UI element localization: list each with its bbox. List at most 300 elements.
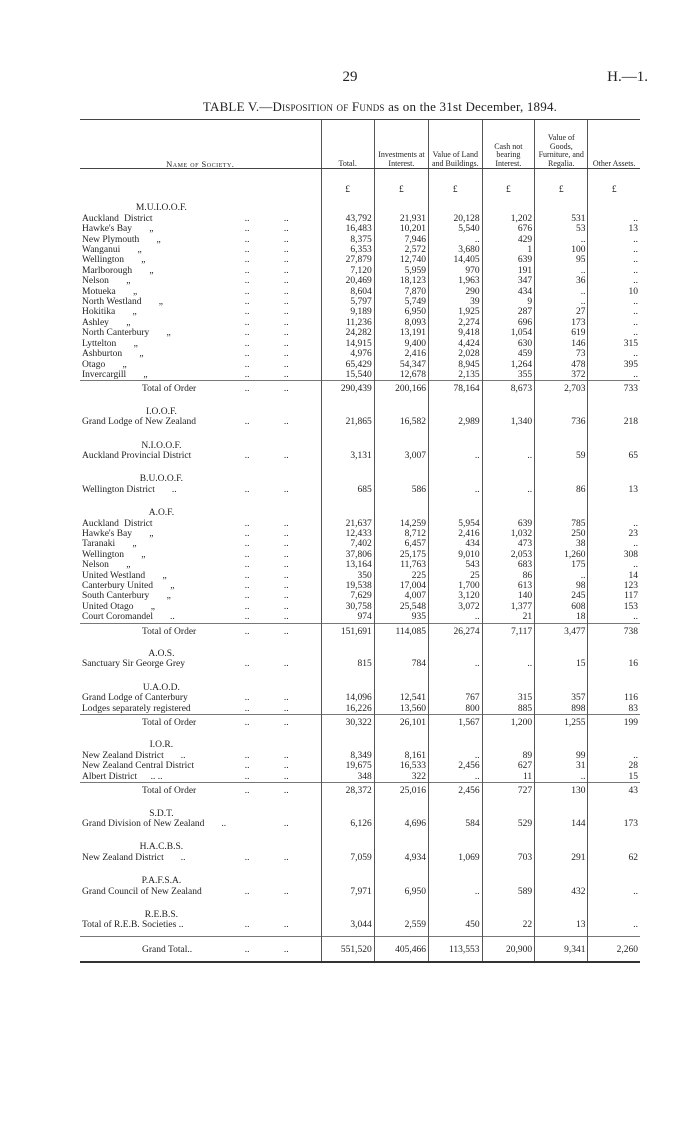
empty-cell <box>243 195 282 213</box>
empty-cell <box>374 399 428 417</box>
leader-dots: .. <box>282 623 321 641</box>
header-other: Other Assets. <box>588 120 640 169</box>
value-total: 24,282 <box>321 328 374 338</box>
value-investments: 4,696 <box>374 819 428 829</box>
leader-dots: .. <box>244 852 250 863</box>
value-investments: 12,740 <box>374 255 428 265</box>
value-land: 1,963 <box>429 276 483 286</box>
leader-dots: .. <box>283 591 289 602</box>
empty-cell <box>321 868 374 886</box>
value-investments: 7,870 <box>374 287 428 297</box>
leader-dots: .. <box>244 276 250 287</box>
empty-cell <box>429 801 483 819</box>
value-other: 28 <box>588 761 640 771</box>
empty-cell <box>374 500 428 518</box>
society-row-label: New Zealand District <box>82 852 164 863</box>
value-investments: 13,191 <box>374 328 428 338</box>
empty-cell <box>321 641 374 659</box>
value-investments: 54,347 <box>374 360 428 370</box>
value-total: 65,429 <box>321 360 374 370</box>
value-total: 19,538 <box>321 581 374 591</box>
society-row <box>80 539 640 549</box>
leader-dots: .. <box>243 623 282 641</box>
leader-dots: .. <box>283 549 289 560</box>
value-cash: 429 <box>482 235 535 245</box>
value-other: .. <box>588 539 640 549</box>
value-land: 2,274 <box>429 318 483 328</box>
value-total: 14,915 <box>321 339 374 349</box>
value-cash: 2,053 <box>482 550 535 560</box>
empty-cell <box>588 902 640 920</box>
value-total: 974 <box>321 612 374 623</box>
value-total: 20,469 <box>321 276 374 286</box>
value-other: 117 <box>588 591 640 601</box>
leader-dots: .. <box>244 417 250 428</box>
value-land: .. <box>429 772 483 783</box>
empty-cell <box>482 641 535 659</box>
order-heading: B.U.O.O.F. <box>139 474 184 485</box>
order-total-row <box>80 623 640 641</box>
value-goods: 1,255 <box>535 715 588 733</box>
leader-dots: .. <box>283 920 289 931</box>
value-other: 395 <box>588 360 640 370</box>
value-investments: 8,093 <box>374 318 428 328</box>
society-row <box>80 266 640 276</box>
value-total: 3,044 <box>321 920 374 930</box>
value-investments: 25,016 <box>374 783 428 801</box>
leader-dots: .. <box>244 560 250 571</box>
empty-cell <box>482 902 535 920</box>
grand-total-row <box>80 936 640 962</box>
empty-cell <box>588 732 640 750</box>
value-land: 290 <box>429 287 483 297</box>
leader-dots: .. <box>244 703 250 714</box>
society-row-name <box>80 693 243 703</box>
value-goods: .. <box>535 772 588 783</box>
value-cash: 473 <box>482 539 535 549</box>
order-total-row-name <box>80 381 243 399</box>
leader-dots: .. <box>244 213 250 224</box>
ditto-mark: „ <box>132 539 137 550</box>
empty-cell <box>374 466 428 484</box>
value-total: 21,637 <box>321 519 374 529</box>
society-row <box>80 224 640 234</box>
value-land: 9,010 <box>429 550 483 560</box>
society-row <box>80 571 640 581</box>
value-other: .. <box>588 307 640 317</box>
value-land: 3,120 <box>429 591 483 601</box>
empty-cell <box>482 868 535 886</box>
value-other: .. <box>588 214 640 224</box>
value-other: 123 <box>588 581 640 591</box>
empty-cell <box>321 399 374 417</box>
society-row <box>80 659 640 669</box>
value-cash: 676 <box>482 224 535 234</box>
grand-total-row-label: Grand Total.. <box>142 944 193 955</box>
society-row <box>80 287 640 297</box>
value-cash: 1,032 <box>482 529 535 539</box>
leader-dots: .. <box>244 349 250 360</box>
value-total: 28,372 <box>321 783 374 801</box>
value-other: .. <box>588 255 640 265</box>
value-cash: 86 <box>482 571 535 581</box>
ditto-mark: „ <box>166 328 171 339</box>
society-row-label: Grand Division of New Zealand <box>82 818 205 829</box>
leader-dots: .. <box>283 581 289 591</box>
empty-cell <box>588 801 640 819</box>
society-row <box>80 214 640 224</box>
ditto-mark: „ <box>122 359 127 370</box>
society-row-name <box>80 751 243 761</box>
leader-dots: .. <box>244 771 250 782</box>
value-other: 218 <box>588 417 640 427</box>
header-land: Value of Land and Buildings. <box>429 120 483 169</box>
value-total: 37,806 <box>321 550 374 560</box>
empty-cell <box>321 433 374 451</box>
value-other: 14 <box>588 571 640 581</box>
order-total-row <box>80 715 640 733</box>
leader-dots: .. <box>243 936 282 962</box>
society-row <box>80 591 640 601</box>
value-total: 12,433 <box>321 529 374 539</box>
value-total: 5,797 <box>321 297 374 307</box>
society-row-name <box>80 297 243 307</box>
value-goods: 2,703 <box>535 381 588 399</box>
society-row <box>80 819 640 829</box>
society-row <box>80 581 640 591</box>
header-investments: Investments at Interest. <box>374 120 428 169</box>
empty-cell <box>535 801 588 819</box>
society-row-name <box>80 920 243 930</box>
value-land: 14,405 <box>429 255 483 265</box>
ditto-mark: „ <box>137 245 142 256</box>
value-cash: 613 <box>482 581 535 591</box>
leader-dots: .. <box>244 307 250 318</box>
empty-cell <box>243 641 282 659</box>
leader-dots: .. <box>282 381 321 399</box>
value-other: 315 <box>588 339 640 349</box>
value-land: 5,954 <box>429 519 483 529</box>
ditto-mark: „ <box>143 369 148 380</box>
order-heading-row <box>80 801 640 819</box>
society-row-label: Nelson <box>82 276 109 287</box>
value-total: 30,322 <box>321 715 374 733</box>
value-investments: 7,946 <box>374 235 428 245</box>
empty-cell <box>482 466 535 484</box>
header-name: Name of Society. <box>80 120 321 169</box>
value-total: 8,604 <box>321 287 374 297</box>
value-total: 7,059 <box>321 853 374 863</box>
title-prefix: TABLE V.— <box>202 99 273 114</box>
value-goods: 146 <box>535 339 588 349</box>
empty-cell <box>321 801 374 819</box>
leader-dots: .. <box>283 560 289 571</box>
value-land: 3,680 <box>429 245 483 255</box>
society-row <box>80 360 640 370</box>
value-investments: 2,416 <box>374 349 428 359</box>
value-land: .. <box>429 887 483 897</box>
currency-symbol: £ <box>429 169 483 196</box>
value-land: .. <box>429 451 483 461</box>
value-goods: 100 <box>535 245 588 255</box>
value-investments: 6,950 <box>374 887 428 897</box>
value-land: 434 <box>429 539 483 549</box>
leader-dots: .. <box>283 601 289 612</box>
value-goods: 245 <box>535 591 588 601</box>
empty-cell <box>374 834 428 852</box>
title-smallcaps: Disposition of Funds <box>272 99 385 114</box>
ditto-mark: „ <box>133 338 138 349</box>
empty-cell <box>482 732 535 750</box>
society-row-name <box>80 761 243 771</box>
society-row <box>80 529 640 539</box>
value-investments: 6,457 <box>374 539 428 549</box>
society-row <box>80 887 640 897</box>
value-goods: 619 <box>535 328 588 338</box>
value-investments: 4,007 <box>374 591 428 601</box>
value-total: 7,629 <box>321 591 374 601</box>
order-heading: A.O.S. <box>148 649 175 660</box>
ditto-mark: „ <box>141 255 146 266</box>
empty-cell <box>374 195 428 213</box>
value-other: 13 <box>588 485 640 495</box>
society-row-name <box>80 591 243 601</box>
leader-dots: .. <box>244 224 250 235</box>
currency-symbol: £ <box>321 169 374 196</box>
leader-dots: .. <box>282 936 321 962</box>
order-heading-row <box>80 399 640 417</box>
society-row-label: United Westland <box>82 570 146 581</box>
order-heading-row <box>80 195 640 213</box>
value-land: 1,700 <box>429 581 483 591</box>
leader-dots: .. <box>243 715 282 733</box>
value-total: 13,164 <box>321 560 374 570</box>
empty-cell <box>282 902 321 920</box>
leader-dots: .. <box>283 307 289 318</box>
empty-cell <box>482 433 535 451</box>
value-investments: 2,572 <box>374 245 428 255</box>
value-goods: .. <box>535 287 588 297</box>
value-other: .. <box>588 276 640 286</box>
empty-cell <box>282 433 321 451</box>
empty-cell <box>374 641 428 659</box>
value-investments: 935 <box>374 612 428 623</box>
value-total: 19,675 <box>321 761 374 771</box>
header-cash: Cash not bearing Interest. <box>482 120 535 169</box>
society-row-name <box>80 266 243 276</box>
value-goods: 18 <box>535 612 588 623</box>
value-goods: 53 <box>535 224 588 234</box>
empty-cell <box>588 641 640 659</box>
society-row-name <box>80 529 243 539</box>
value-land: 2,456 <box>429 761 483 771</box>
society-row <box>80 485 640 495</box>
empty-cell <box>243 801 282 819</box>
society-row-name <box>80 214 243 224</box>
empty-cell <box>535 902 588 920</box>
ditto-mark: „ <box>149 528 154 539</box>
empty-cell <box>374 902 428 920</box>
value-investments: 405,466 <box>374 936 428 962</box>
value-land: 543 <box>429 560 483 570</box>
value-cash: 683 <box>482 560 535 570</box>
society-row-label: Taranaki <box>82 539 116 550</box>
value-goods: 86 <box>535 485 588 495</box>
value-goods: 38 <box>535 539 588 549</box>
society-row-label: Wanganui <box>82 245 121 256</box>
order-total-row-label: Total of Order <box>142 786 197 797</box>
value-goods: 3,477 <box>535 623 588 641</box>
empty-cell <box>588 675 640 693</box>
leader-dots: .. <box>283 265 289 276</box>
leader-dots: .. <box>283 703 289 714</box>
society-row-name <box>80 560 243 570</box>
empty-cell <box>282 868 321 886</box>
value-goods: 59 <box>535 451 588 461</box>
value-goods: 15 <box>535 659 588 669</box>
leader-dots: .. <box>244 484 250 495</box>
empty-cell <box>429 868 483 886</box>
header-goods: Value of Goods, Furniture, and Regalia. <box>535 120 588 169</box>
value-total: 6,353 <box>321 245 374 255</box>
society-row <box>80 612 640 623</box>
value-goods: 95 <box>535 255 588 265</box>
order-total-row-name <box>80 783 243 801</box>
order-total-row <box>80 381 640 399</box>
value-goods: 175 <box>535 560 588 570</box>
value-total: 7,120 <box>321 266 374 276</box>
value-cash: 885 <box>482 704 535 715</box>
value-other: 738 <box>588 623 640 641</box>
grand-total-row-name <box>80 936 243 962</box>
society-row-name <box>80 339 243 349</box>
empty-cell <box>321 195 374 213</box>
value-land: .. <box>429 612 483 623</box>
society-row-label: Lodges separately registered <box>82 703 191 714</box>
value-investments: 21,931 <box>374 214 428 224</box>
society-row <box>80 550 640 560</box>
empty-cell <box>482 195 535 213</box>
society-row-label: Grand Lodge of New Zealand <box>82 417 196 428</box>
value-cash: 627 <box>482 761 535 771</box>
leader-dots: .. <box>283 297 289 308</box>
empty-cell <box>429 834 483 852</box>
society-row-label: Grand Council of New Zealand <box>82 886 202 897</box>
value-other: 10 <box>588 287 640 297</box>
value-investments: 26,101 <box>374 715 428 733</box>
leader-dots: .. <box>283 659 289 670</box>
value-investments: 16,533 <box>374 761 428 771</box>
empty-cell <box>429 641 483 659</box>
empty-cell <box>482 801 535 819</box>
society-row-label: Ashburton <box>82 349 123 360</box>
value-total: 30,758 <box>321 602 374 612</box>
value-investments: 11,763 <box>374 560 428 570</box>
value-goods: 372 <box>535 370 588 381</box>
society-row <box>80 772 640 783</box>
society-row-label: North Canterbury <box>82 328 150 339</box>
leader-dots: .. <box>283 255 289 266</box>
value-other: 83 <box>588 704 640 715</box>
ditto-mark: District <box>124 518 153 529</box>
empty-cell <box>282 732 321 750</box>
society-row <box>80 417 640 427</box>
society-row-name <box>80 772 243 783</box>
ditto-mark: „ <box>170 581 175 591</box>
society-row <box>80 370 640 381</box>
value-land: 2,989 <box>429 417 483 427</box>
value-investments: 9,400 <box>374 339 428 349</box>
empty-cell <box>243 732 282 750</box>
value-cash: .. <box>482 451 535 461</box>
empty-cell <box>374 868 428 886</box>
society-row-name <box>80 581 243 591</box>
value-cash: 1,377 <box>482 602 535 612</box>
value-investments: 17,004 <box>374 581 428 591</box>
value-cash: .. <box>482 485 535 495</box>
empty-cell <box>588 399 640 417</box>
value-goods: .. <box>535 297 588 307</box>
order-heading-row <box>80 466 640 484</box>
society-row-name <box>80 602 243 612</box>
value-other: 43 <box>588 783 640 801</box>
empty-cell <box>321 834 374 852</box>
ditto-mark: District <box>124 213 153 224</box>
leader-dots: .. <box>244 518 250 529</box>
empty-cell <box>282 399 321 417</box>
leader-dots: .. <box>244 601 250 612</box>
leader-dots: .. <box>283 852 289 863</box>
value-goods: .. <box>535 235 588 245</box>
value-land: 113,553 <box>429 936 483 962</box>
society-row-name <box>80 539 243 549</box>
value-investments: 10,201 <box>374 224 428 234</box>
value-cash: 434 <box>482 287 535 297</box>
value-investments: 16,582 <box>374 417 428 427</box>
value-land: 26,274 <box>429 623 483 641</box>
value-goods: 1,260 <box>535 550 588 560</box>
value-investments: 25,548 <box>374 602 428 612</box>
empty-cell <box>321 500 374 518</box>
value-goods: 357 <box>535 693 588 703</box>
empty-cell <box>429 675 483 693</box>
society-row-name <box>80 224 243 234</box>
leader-dots: .. <box>244 265 250 276</box>
value-other: 173 <box>588 819 640 829</box>
value-goods: 531 <box>535 214 588 224</box>
empty-cell <box>535 466 588 484</box>
society-row-name <box>80 887 243 897</box>
funds-table <box>80 119 640 963</box>
society-row-name <box>80 571 243 581</box>
leader-dots: .. <box>283 528 289 539</box>
society-row <box>80 693 640 703</box>
society-row-label: Lyttelton <box>82 338 117 349</box>
society-row <box>80 235 640 245</box>
society-row <box>80 276 640 286</box>
leader-dots: .. <box>283 450 289 461</box>
society-row <box>80 255 640 265</box>
value-other: .. <box>588 245 640 255</box>
value-investments: 6,950 <box>374 307 428 317</box>
leader-dots: .. <box>283 338 289 349</box>
value-land: .. <box>429 235 483 245</box>
society-row-name <box>80 485 243 495</box>
empty-cell <box>282 466 321 484</box>
empty-cell <box>535 732 588 750</box>
ditto-mark: „ <box>126 317 131 328</box>
empty-cell <box>243 466 282 484</box>
